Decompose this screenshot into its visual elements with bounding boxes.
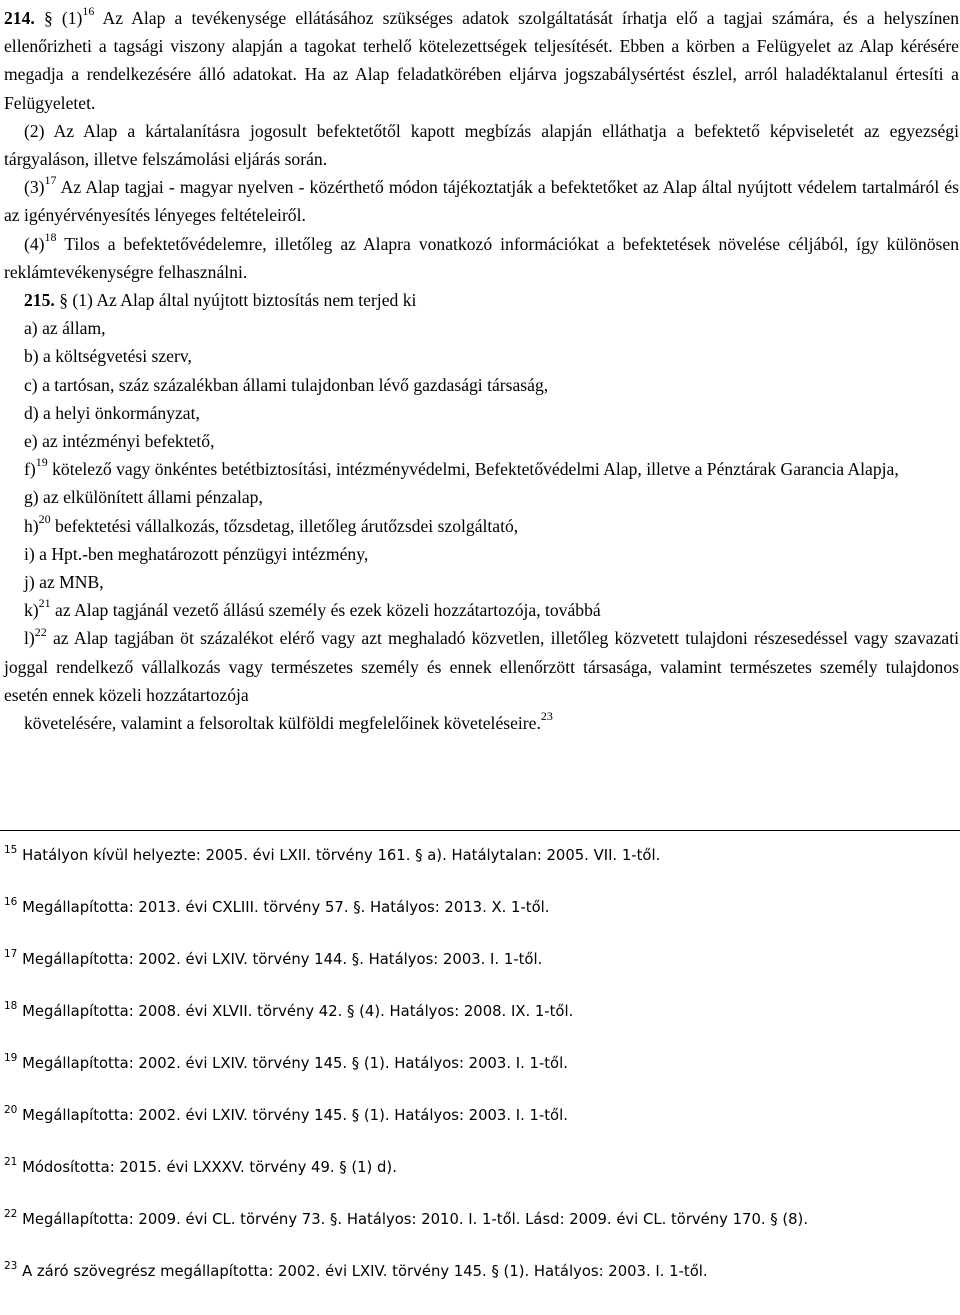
footnote-number: 20	[4, 1104, 18, 1117]
list-item-f	[4, 455, 959, 483]
footnote-ref[interactable]: 21	[38, 596, 51, 611]
footnote-number: 17	[4, 948, 18, 961]
footnote-ref[interactable]: 20	[38, 511, 51, 526]
item-text: befektetési vállalkozás, tőzsdetag, illetőleg árutőzsdei szolgáltató,	[50, 515, 519, 536]
footnote	[4, 999, 956, 1025]
paragraph-label: (3)	[24, 177, 45, 198]
footnote-text: Hatályon kívül helyezte: 2005. évi LXII. törvény 161. § a). Hatálytalan: 2005. VII. 1-től.	[17, 847, 661, 864]
section-215-closing	[4, 709, 959, 737]
section-number: 215.	[24, 290, 55, 311]
section-214-paragraph-3	[4, 173, 959, 229]
footnote-divider	[0, 830, 960, 831]
footnote	[4, 1207, 956, 1233]
main-text	[4, 4, 959, 737]
footnote-text: Megállapította: 2002. évi LXIV. törvény 144. §. Hatályos: 2003. I. 1-től.	[17, 951, 543, 968]
footnote-number: 19	[4, 1052, 18, 1065]
item-label: f)	[24, 459, 36, 480]
footnote-text: Megállapította: 2013. évi CXLIII. törvény 57. §. Hatályos: 2013. X. 1-től.	[17, 899, 550, 916]
section-214-paragraph-1	[4, 4, 959, 117]
list-item-j: j) az MNB,	[24, 572, 104, 593]
footnotes	[4, 843, 956, 1311]
footnote-text: Megállapította: 2008. évi XLVII. törvény 42. § (4). Hatályos: 2008. IX. 1-től.	[17, 1003, 574, 1020]
section-214-paragraph-4	[4, 230, 959, 286]
footnote-number: 21	[4, 1156, 18, 1169]
footnote-text: Megállapította: 2009. évi CL. törvény 73. §. Hatályos: 2010. I. 1-től. Lásd: 2009. évi CL. törvény 170. § (8).	[17, 1211, 809, 1228]
footnote-text: Módosította: 2015. évi LXXXV. törvény 49. § (1) d).	[17, 1159, 397, 1176]
footnote-number: 15	[4, 844, 18, 857]
footnote-number: 18	[4, 1000, 18, 1013]
item-text: kötelező vagy önkéntes betétbiztosítási, intézményvédelmi, Befektetővédelmi Alap, illetve a Pénztárak Garancia Alapja,	[47, 459, 899, 480]
list-item-h	[4, 512, 959, 540]
paragraph-text: Tilos a befektetővédelemre, illetőleg az Alapra vonatkozó információkat a befektetések növelése céljából, így különösen reklámtevékenységre felhasználni.	[4, 233, 959, 282]
section-symbol: §	[59, 290, 68, 311]
footnote-number: 23	[4, 1260, 18, 1273]
section-symbol: §	[43, 8, 53, 28]
footnote-text: Megállapította: 2002. évi LXIV. törvény 145. § (1). Hatályos: 2003. I. 1-től.	[17, 1107, 568, 1124]
footnote-text: Megállapította: 2002. évi LXIV. törvény 145. § (1). Hatályos: 2003. I. 1-től.	[17, 1055, 568, 1072]
item-label: h)	[24, 515, 39, 536]
item-label: k)	[24, 600, 39, 621]
list-item-g: g) az elkülönített állami pénzalap,	[24, 487, 263, 508]
section-number: 214.	[4, 8, 35, 28]
item-label: l)	[24, 628, 35, 649]
item-text: az Alap tagjában öt százalékot elérő vagy azt meghaladó közvetlen, illetőleg közvetett tulajdoni részesedéssel vagy szavazati joggal rendelkező vállalkozás vagy természetes személy és ennek ellenőrzött társasága, valamint természetes személy tulajdonos esetén ennek közeli hozzátartozója	[4, 628, 959, 705]
footnote	[4, 895, 956, 921]
list-item-c: c) a tartósan, száz százalékban állami tulajdonban lévő gazdasági társaság,	[24, 374, 549, 395]
paragraph-text: (1) Az Alap által nyújtott biztosítás nem terjed ki	[68, 290, 417, 311]
paragraph-text: Az Alap tagjai - magyar nyelven - közérthető módon tájékoztatják a befektetőket az Alap által nyújtott védelem tartalmáról és az igényérvényesítés lényeges feltételeiről.	[4, 177, 959, 226]
footnote	[4, 1103, 956, 1129]
footnote	[4, 1259, 956, 1285]
footnote	[4, 843, 956, 869]
list-item-b: b) a költségvetési szerv,	[24, 346, 192, 367]
list-item-e: e) az intézményi befektető,	[24, 431, 215, 452]
item-text: az Alap tagjánál vezető állású személy és ezek közeli hozzátartozója, továbbá	[50, 600, 601, 621]
footnote-number: 22	[4, 1208, 18, 1221]
footnote	[4, 1051, 956, 1077]
footnote-ref[interactable]: 16	[82, 4, 95, 19]
footnote-ref[interactable]: 17	[44, 173, 57, 188]
footnote-number: 16	[4, 896, 18, 909]
list-item-l	[4, 624, 959, 709]
paragraph-text: (2) Az Alap a kártalanításra jogosult befektetőtől kapott megbízás alapján elláthatja a befektető képviseletét az egyezségi tárgyaláson, illetve felszámolási eljárás során.	[4, 120, 959, 170]
footnote	[4, 1155, 956, 1181]
footnote	[4, 947, 956, 973]
section-215-intro	[4, 286, 959, 314]
list-item-i: i) a Hpt.-ben meghatározott pénzügyi intézmény,	[24, 543, 369, 564]
footnote-ref[interactable]: 22	[34, 624, 47, 639]
footnote-ref[interactable]: 18	[44, 229, 57, 244]
paragraph-text: Az Alap a tevékenysége ellátásához szükséges adatok szolgáltatását írhatja elő a tagjai számára, és a helyszínen ellenőrizheti a tagsági viszony alapján a tagokat terhelő kötelezettségek teljesítését. Ebben a körben a Felügyelet az Alap kérésére megadja a rendelkezésére álló adatokat. Ha az Alap feladatkörében eljárva jogszabálysértést észlel, arról haladéktalanul értesíti a Felügyeletet.	[4, 8, 960, 113]
list-item-d: d) a helyi önkormányzat,	[24, 402, 200, 423]
footnote-ref[interactable]: 23	[540, 709, 553, 724]
paragraph-label: (1)	[61, 8, 83, 28]
section-214-paragraph-2	[4, 117, 959, 173]
list-item-a: a) az állam,	[24, 318, 106, 339]
footnote-ref[interactable]: 19	[35, 455, 48, 470]
closing-text: követelésére, valamint a felsoroltak külföldi megfelelőinek követeléseire.	[24, 713, 541, 734]
paragraph-label: (4)	[24, 233, 45, 254]
list-item-k	[4, 596, 959, 624]
footnote-text: A záró szövegrész megállapította: 2002. évi LXIV. törvény 145. § (1). Hatályos: 2003. I. 1-től.	[17, 1263, 708, 1280]
